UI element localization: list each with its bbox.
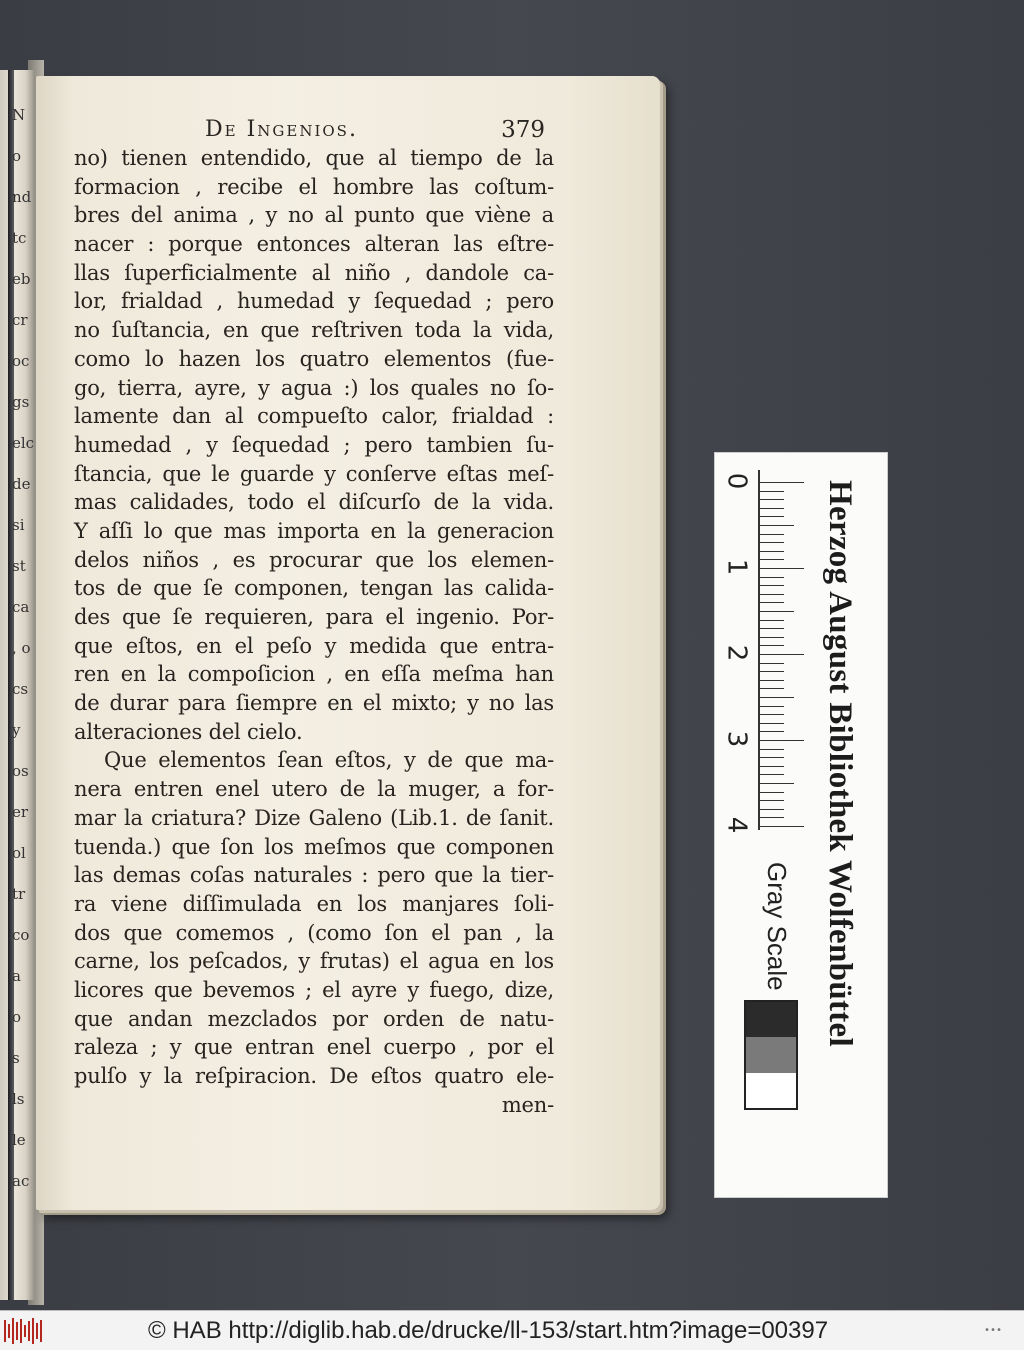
- text-line: mas calidades, todo el diſcurſo de la vida.: [74, 490, 554, 515]
- ruler-tick: [760, 525, 794, 526]
- gray-scale-text: Gray Scale: [762, 862, 792, 991]
- page-text: [74, 144, 554, 1119]
- institution-name: Herzog August Bibliothek Wolfenbüttel: [822, 480, 858, 1047]
- text-line: tuenda.) que ſon los meſmos que componen: [74, 834, 554, 859]
- gray-swatch: [746, 1037, 796, 1072]
- ruler-tick: [760, 551, 784, 552]
- text-line: nacer : porque entonces alteran las eſtre-: [74, 232, 554, 257]
- gray-swatches: [744, 1000, 798, 1110]
- left-page-fragment: st: [12, 557, 26, 575]
- text-line: de durar para ſiempre en el mixto; y no las: [74, 691, 554, 716]
- text-line: des que ſe requieren, para el ingenio. Por-: [74, 605, 554, 629]
- text-line: carne, los peſcados, y frutas) el agua en los: [74, 949, 554, 974]
- text-line: como lo hazen los quatro elementos (fue-: [74, 346, 554, 371]
- ruler-tick: [760, 740, 804, 741]
- ruler-number: 3: [721, 730, 752, 748]
- left-page-edge: [0, 70, 34, 1300]
- ruler-tick: [760, 602, 784, 603]
- left-page-fragment: cr: [12, 311, 28, 329]
- ruler-number: 1: [721, 558, 752, 576]
- text-line: mar la criatura? Dize Galeno (Lib.1. de ſanit.: [74, 805, 554, 830]
- ruler-number: 2: [721, 644, 752, 662]
- text-line: licores que bevemos ; el ayre y fuego, dize,: [74, 977, 554, 1002]
- ruler-edge: [758, 470, 760, 830]
- ruler-number: 4: [721, 816, 752, 834]
- more-dots-icon[interactable]: •••: [983, 1325, 1002, 1336]
- page-number: 379: [501, 117, 545, 143]
- running-head-title: De Ingenios.: [205, 117, 358, 142]
- left-page-fragment: s: [12, 1049, 20, 1067]
- text-line: que eſtos, en el peſo y medida que entra-: [74, 633, 554, 658]
- hab-logo-icon: [4, 1317, 44, 1345]
- left-page-fragment: ls: [12, 1090, 25, 1108]
- footer-bar: [0, 1310, 1024, 1350]
- ruler-tick: [760, 680, 784, 681]
- ruler-tick: [760, 792, 784, 793]
- ruler-tick: [760, 731, 784, 732]
- left-page-fragment: a: [12, 967, 21, 985]
- left-page-fragment: ac: [12, 1172, 30, 1190]
- ruler-tick: [760, 637, 784, 638]
- left-page-fragment: N: [12, 106, 26, 124]
- ruler-tick: [760, 671, 784, 672]
- ruler-number: 0: [721, 472, 752, 490]
- left-page-fragment: oc: [12, 352, 30, 370]
- left-page-fragment: ol: [12, 844, 26, 862]
- left-page-fragment: , o: [12, 639, 31, 657]
- left-page-fragment: o: [12, 147, 22, 165]
- ruler-tick: [760, 508, 784, 509]
- ruler-tick: [760, 491, 784, 492]
- ruler-tick: [760, 774, 784, 775]
- ruler-tick: [760, 688, 784, 689]
- ruler-tick: [760, 706, 784, 707]
- gray-swatch: [746, 1073, 796, 1108]
- text-line: alteraciones del cielo.: [74, 719, 303, 744]
- text-line: lor, frialdad , humedad y ſequedad ; pero: [74, 289, 554, 314]
- text-line: ra viene diſſimulada en los manjares ſoli-: [74, 891, 554, 916]
- text-line: bres del anima , y no al punto que viène a: [74, 203, 554, 228]
- running-head: [205, 117, 545, 142]
- ruler-tick: [760, 800, 784, 801]
- text-line: ſtancia, que le guarde y conſerve eſtas meſ-: [74, 461, 554, 486]
- ruler-tick: [760, 826, 804, 827]
- ruler-tick: [760, 585, 784, 586]
- text-line: humedad , y ſequedad ; pero tambien ſu-: [74, 432, 554, 457]
- text-line: que andan mezclados por orden de natu-: [74, 1006, 554, 1031]
- left-page-fragment: co: [12, 926, 30, 944]
- ruler-tick: [760, 611, 794, 612]
- ruler-tick: [760, 663, 784, 664]
- text-line: tos de que ſe componen, tengan las calida-: [74, 576, 554, 601]
- text-line: ren en la compoſicion , en eſſa meſma han: [74, 662, 554, 687]
- copyright-url[interactable]: © HAB http://diglib.hab.de/drucke/ll-153/start.htm?image=00397: [148, 1316, 829, 1344]
- left-page-fragment: de: [12, 475, 31, 493]
- ruler-tick: [760, 817, 784, 818]
- ruler-tick: [760, 645, 784, 646]
- text-line: raleza ; y que entran enel cuerpo , por el: [74, 1035, 554, 1060]
- left-page-fragment: ca: [12, 598, 30, 616]
- text-line: las demas coſas naturales : pero que la tier-: [74, 863, 554, 888]
- text-line: formacion , recibe el hombre las coſtum-: [74, 174, 554, 199]
- ruler-tick: [760, 482, 804, 483]
- left-page-fragment: tr: [12, 885, 26, 903]
- ruler-tick: [760, 723, 784, 724]
- left-page-fragment: os: [12, 762, 29, 780]
- ruler-tick: [760, 594, 784, 595]
- catchword: men-: [501, 1092, 554, 1117]
- text-line: no) tienen entendido, que al tiempo de la: [74, 146, 554, 170]
- ruler-tick: [760, 516, 784, 517]
- ruler-tick: [760, 766, 784, 767]
- text-line: llas ſuperficialmente al niño , dandole ca-: [74, 260, 554, 285]
- ruler-tick: [760, 620, 784, 621]
- ruler-tick: [760, 568, 804, 569]
- text-line: dos que comemos , (como ſon el pan , la: [74, 920, 554, 945]
- left-page-fragment: y: [12, 721, 21, 739]
- text-line: no ſuſtancia, en que reſtriven toda la vida,: [74, 318, 554, 343]
- text-line: nera entren enel utero de la muger, a for-: [74, 777, 554, 802]
- left-page-fragment: si: [12, 516, 25, 534]
- ruler-tick: [760, 542, 784, 543]
- text-line: Y aſſi lo que mas importa en la generacion: [74, 518, 554, 543]
- ruler-tick: [760, 499, 784, 500]
- text-line: delos niños , es procurar que los elemen-: [74, 547, 554, 572]
- ruler-tick: [760, 628, 784, 629]
- left-page-fragment: elc: [12, 434, 35, 452]
- ruler-tick: [760, 809, 784, 810]
- left-page-fragment: er: [12, 803, 29, 821]
- text-line: pulſo y la reſpiracion. De eſtos quatro ele-: [74, 1064, 554, 1088]
- ruler-tick: [760, 757, 784, 758]
- left-page-fragment: nd: [12, 188, 32, 206]
- text-line: Que elementos ſean eſtos, y de que ma-: [104, 748, 554, 773]
- ruler-tick: [760, 559, 784, 560]
- left-page-fragment: o: [12, 1008, 22, 1026]
- left-page-fragment: cs: [12, 680, 29, 698]
- text-line: lamente dan al compueſto calor, frialdad :: [74, 404, 554, 429]
- ruler-tick: [760, 654, 804, 655]
- left-page-fragment: tc: [12, 229, 27, 247]
- ruler-tick: [760, 697, 794, 698]
- ruler-tick: [760, 749, 784, 750]
- text-line: go, tierra, ayre, y agua :) los quales no ſo-: [74, 375, 554, 400]
- ruler-tick: [760, 783, 794, 784]
- ruler-tick: [760, 534, 784, 535]
- left-page-fragment: eb: [12, 270, 31, 288]
- ruler-tick: [760, 714, 784, 715]
- gray-swatch: [746, 1002, 796, 1037]
- left-page-fragment: le: [12, 1131, 26, 1149]
- ruler-tick: [760, 577, 784, 578]
- left-page-fragment: gs: [12, 393, 30, 411]
